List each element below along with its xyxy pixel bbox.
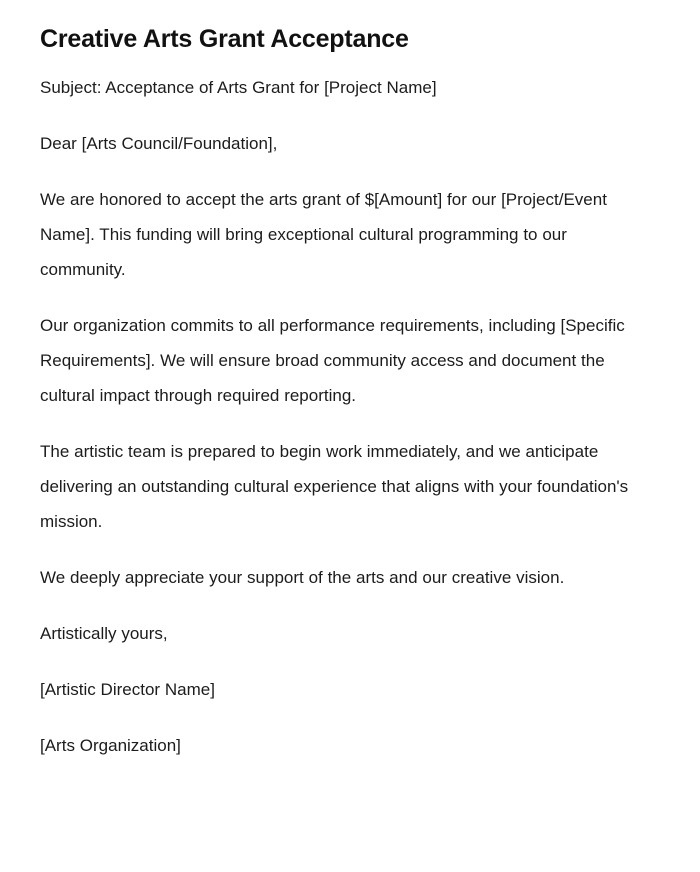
body-paragraph-3: The artistic team is prepared to begin work immediately, and we anticipate delivering an outstanding cultural experience that aligns with your foundation's mission. <box>40 442 629 531</box>
closing: Artistically yours, <box>40 624 168 643</box>
signature-organization: [Arts Organization] <box>40 736 181 755</box>
subject-line: Subject: Acceptance of Arts Grant for [Project Name] <box>40 78 437 97</box>
salutation: Dear [Arts Council/Foundation], <box>40 134 278 153</box>
body-paragraph-2: Our organization commits to all performance requirements, including [Specific Requirements]. We will ensure broad community access and document the cultural impact through required reporting. <box>40 316 625 405</box>
body-paragraph-4: We deeply appreciate your support of the arts and our creative vision. <box>40 568 565 587</box>
page-title: Creative Arts Grant Acceptance <box>40 25 409 53</box>
body-paragraph-1: We are honored to accept the arts grant of $[Amount] for our [Project/Event Name]. This funding will bring exceptional cultural programming to our community. <box>40 190 607 279</box>
signature-name: [Artistic Director Name] <box>40 680 215 699</box>
letter-body <box>40 70 640 763</box>
